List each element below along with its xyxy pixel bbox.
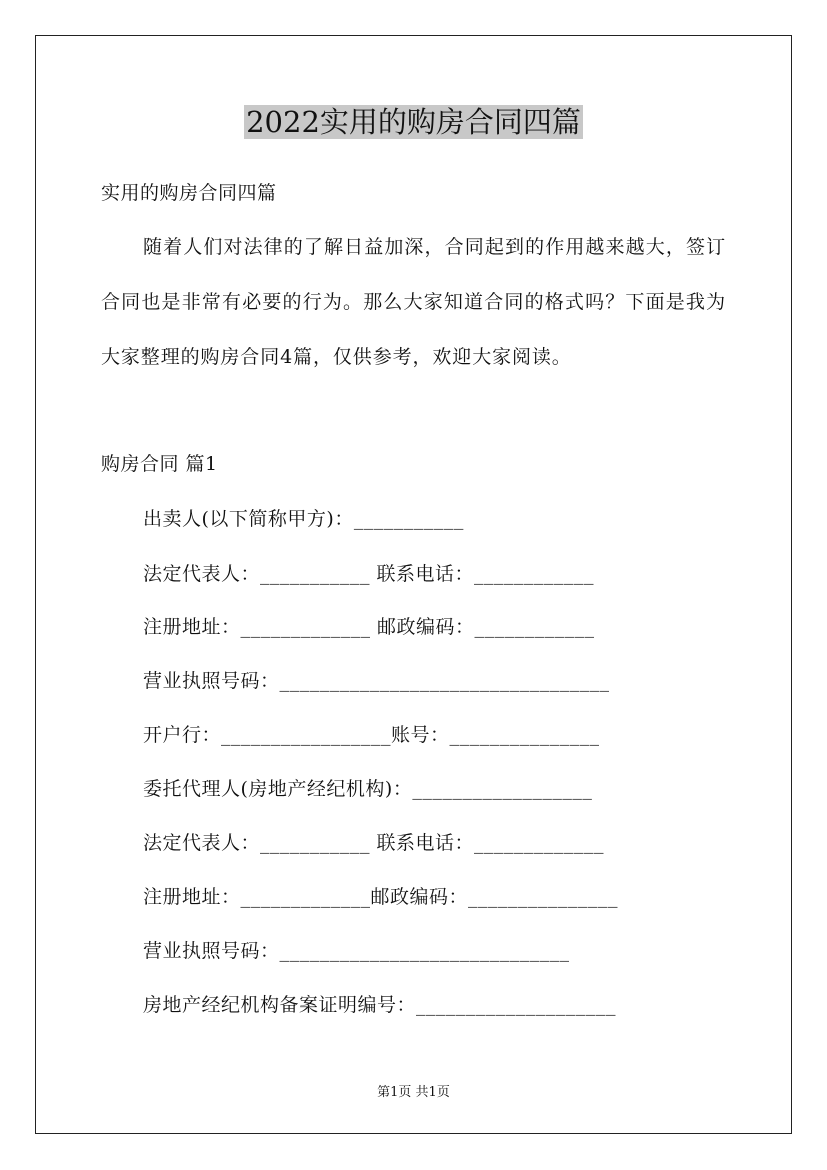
- section-heading: 购房合同 篇1: [101, 453, 218, 475]
- field-seller: 出卖人(以下简称甲方)：___________: [143, 508, 464, 530]
- field-bank-account: 开户行：_________________账号：_______________: [143, 724, 600, 746]
- field-business-license: 营业执照号码：_________________________________: [143, 670, 610, 692]
- field-agency-registration: 房地产经纪机构备案证明编号：____________________: [143, 994, 617, 1016]
- field-address-postcode: 注册地址：_____________ 邮政编码：____________: [143, 616, 595, 638]
- field-agent: 委托代理人(房地产经纪机构)：__________________: [143, 778, 593, 800]
- page-footer: 第1页 共1页: [377, 1085, 450, 1100]
- field-agent-address-postcode: 注册地址：_____________邮政编码：_______________: [143, 886, 619, 908]
- intro-paragraph: 随着人们对法律的了解日益加深，合同起到的作用越来越大，签订合同也是非常有必要的行为。那么大家知道合同的格式吗？下面是我为大家整理的购房合同4篇，仅供参考，欢迎大家阅读。: [101, 236, 726, 368]
- document-title-text: 2022实用的购房合同四篇: [246, 105, 581, 139]
- field-agent-legal-rep-contact: 法定代表人：___________ 联系电话：_____________: [143, 832, 605, 854]
- field-legal-rep-contact: 法定代表人：___________ 联系电话：____________: [143, 563, 595, 585]
- document-subtitle: 实用的购房合同四篇: [101, 182, 277, 204]
- document-title: [0, 101, 827, 143]
- field-agent-business-license: 营业执照号码：_____________________________: [143, 940, 570, 962]
